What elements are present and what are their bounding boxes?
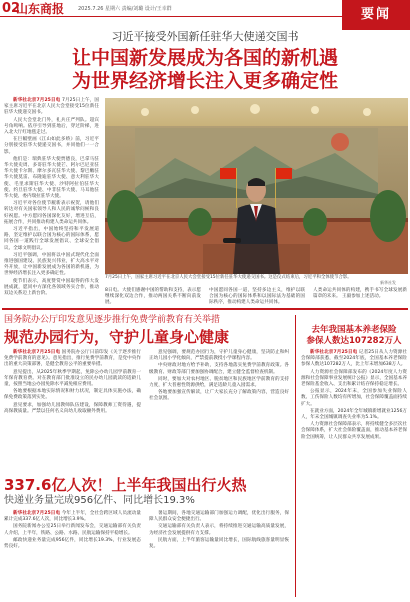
story3-column-1 (4, 511, 141, 599)
lead-headline-1: 让中国新发展成为各国的新机遇 (71, 47, 338, 69)
photo-credit: 新华社发 (380, 280, 396, 285)
lead-para: 他们是：瑞典驻华大使贾德良，巴拿马驻华大使史周、多哥驻华大使芒、阿尔巴尼亚驻华大使卡尔斯、摩尔多瓦驻华大使、黎巴嫩驻华大使莫雷、布隆迪驻华大使、意大利驻华大使、毛里求斯驻华大使、沙特阿拉伯驻华大使、约旦驻华大使、中非驻华大使、马耳他驻华大使、委内瑞拉驻华大使。 (4, 156, 99, 200)
story4-headline-1: 去年我国基本养老保险 (311, 325, 397, 335)
story3-para: 暑运期间，各地交通运输部门加强运力调配，优化出行服务，保障人民群众安全便捷出行。 (149, 511, 289, 523)
lead-photo (105, 98, 408, 274)
story2-kicker: 国务院办公厅印发意见逐步推行免费学前教育有关举措 (4, 315, 221, 325)
story2-para: 国务院办公厅日前印发《关于逐步推行免费学前教育的意见》。意见指出，推行免费学前教育，是党中央作出的重大决策部署，是健全教育公平的重要举措。 (4, 350, 141, 368)
lead-kicker: 习近平接受外国新任驻华大使递交国书 (111, 30, 299, 43)
lead-para: 人民大会堂北门外，礼兵庄严列队。超宾号角鸣响。依序引导到驻地后，穿过阶梯，进入北大厅红地毯走过。 (4, 117, 99, 136)
lead-para: 习近平指出，中国始终坚持和平发展道路，坚定维护以联合国为核心的国际体系，愿同各国一道践行全球发展倡议、全球安全倡议、全球文明倡议。 (4, 227, 99, 251)
lead-para: 在巨幅壁画《江山如此多娇》前，习近平分别接受驻华大使递交国书，并同他们一一合影。 (4, 137, 99, 155)
lead-body-column (4, 98, 100, 297)
lead-para: 习近平对各位使节履新表示祝贺，请他们转达对有关国家领导人和人民的诚挚问候和良好祝愿。中方愿同各国深化友好，增进互信，拓展合作，共同推动构建人类命运共同体。 (4, 201, 99, 225)
story3-headline: 337.6亿人次！上半年我国出行火热 (4, 476, 247, 494)
section-divider (2, 308, 408, 310)
story4-para: 记者25日从人力资源社会保障部获悉，截至2024年底，全国基本养老保险参保人数达107282万人，比上年末增加638万人。 (301, 350, 407, 368)
story4-para: 在就业方面，2024年全年城镇新增就业1256万人，年末全国城镇调查失业率为5.1%。 (301, 408, 407, 421)
story2-para: 意见强调，要规范办园行为，守护儿童身心健康，坚决防止和纠正幼儿园小学化倾向，严禁提前教授小学课程内容。 (149, 350, 289, 362)
paper-name: 山东商报 (16, 2, 65, 16)
story4-dateline: 新华社北京7月25日电 (310, 350, 358, 355)
story3-dateline: 新华社北京7月25日电 (13, 511, 61, 516)
lead-para: 7月25日上午，国家主席习近平在北京人民大会堂接受15位新任驻华大使递交国书。 (4, 98, 100, 116)
story3-para: 民航方面，上半年旅客运输量同比增长，国际航线旅客量明显恢复。 (149, 537, 289, 550)
story2-para: 同时，要加大对农村地区、脱贫地区和民族地区学前教育的支持力度，扩大普惠性资源供给，满足适龄儿童入园需求。 (149, 376, 289, 389)
story3-para: 今年上半年，全社会跨区域人员流动量累计完成337.6亿人次，同比增长3.9%。 (4, 511, 141, 523)
story2-dateline: 新华社北京7月25日电 (13, 350, 61, 355)
story4-para: 人力资源社会保障部表示，将持续健全多层次社会保障体系，扩大社会保险覆盖面，推动基本养老保险全国统筹，让人民群众共享发展成果。 (301, 422, 407, 440)
story4-para: 人力资源社会保障部发布的《2024年度人力资源和社会保障事业发展统计公报》显示，全国基本养老保险基金收入、支出和累计结存保持稳定增长。 (301, 369, 407, 388)
story2-column-1 (4, 350, 141, 469)
column-divider (295, 315, 296, 597)
story3-column-2 (149, 511, 289, 599)
story4-para: 公报显示，2024年末，全国参加失业保险人数、工伤保险人数均有所增加，社会保障覆盖面持续扩大。 (301, 389, 407, 407)
lead-headline-2: 为世界经济增长注入更多确定性 (71, 70, 338, 92)
story2-para: 各地要根据本地实际情况和财力状况，制定具体实施办法，确保免费政策落到实处。 (4, 389, 141, 401)
story2-para: 意见提出，从2025年秋季学期起，免除公办幼儿园学前教育一年保育教育费。对在教育部门批准设立的民办幼儿园就读的适龄儿童，按照当地公办园免除水平减免相应费用。 (4, 369, 141, 388)
story3-para: 交通运输部有关负责人表示，将持续推进交通运输高质量发展，为经济社会发展提供有力支撑。 (149, 524, 289, 536)
story3-para: 邮政快递业务量完成956亿件，同比增长19.3%，行业发展态势良好。 (4, 537, 141, 550)
section-tag: 要闻 (342, 0, 410, 30)
lead-para: 习近平强调，中国将以中国式现代化全面推进强国建设、民族复兴伟业，扩大高水平对外开放，让中国新发展成为各国的新机遇，为世界经济增长注入更多确定性。 (4, 252, 99, 277)
lead-bottom-column-3: 人类命运共同体的构建，携手书写全球发展新篇章的未来。 王毅参加上述活动。 (313, 288, 407, 300)
photo-caption: 7月25日上午，国家主席习近平在北京人民大会堂接受15位新任驻华大使递交国书。这是仪式结束后，习近平和全体使节合影。 (105, 275, 352, 280)
story3-para: 国务院新闻办公室25日举行新闻发布会，交通运输部有关负责人介绍，上半年，铁路、公路、水路、民航运输保持平稳增长。 (4, 524, 141, 536)
story2-para: 意见要求，加强幼儿园教师队伍建设，保障教师工资待遇，提高保教质量。严禁以任何名义向幼儿收取额外费用。 (4, 402, 141, 414)
story2-para: 各地要加强宣传解读，让广大家长充分了解政策内容，营造良好社会氛围。 (149, 390, 289, 402)
story2-para: 中央财政对地方给予补助，支持各地落实免费学前教育政策。各级教育、财政等部门要加强协调配合，建立健全监督检查机制。 (149, 363, 289, 375)
story2-column-2 (149, 350, 289, 469)
story4-body (301, 350, 407, 599)
story3-subheadline: 快递业务量完成956亿件、同比增长19.3% (4, 495, 195, 506)
lead-bottom-column-2: 中国愿同各国一道，坚持多边主义，维护以联合国为核心的国际体系和以国际法为基础的国际秩序，推动构建人类命运共同体。 (209, 288, 305, 306)
lead-para: 使节们表示，高度赞赏中国取得的伟大发展成就，愿同中方深化各领域务实合作，推动双边关系迈上新台阶。 (4, 278, 99, 297)
story2-headline: 规范办园行为，守护儿童身心健康 (4, 328, 230, 346)
header-rule (0, 16, 342, 17)
lead-bottom-column-1: 8日电。大使们感谢中国的帮助和支持，表示愿继续深化双边合作，推动两国关系不断向前发展。 (105, 288, 201, 306)
page-number: 02 (2, 1, 21, 16)
lead-dateline: 新华社北京7月25日电 (13, 98, 61, 103)
page-meta: 2025.7.26 星期六 责编/刘璐 设计/王幸群 (78, 6, 172, 12)
story4-headline-2: 参保人数达107282万人 (306, 336, 402, 346)
